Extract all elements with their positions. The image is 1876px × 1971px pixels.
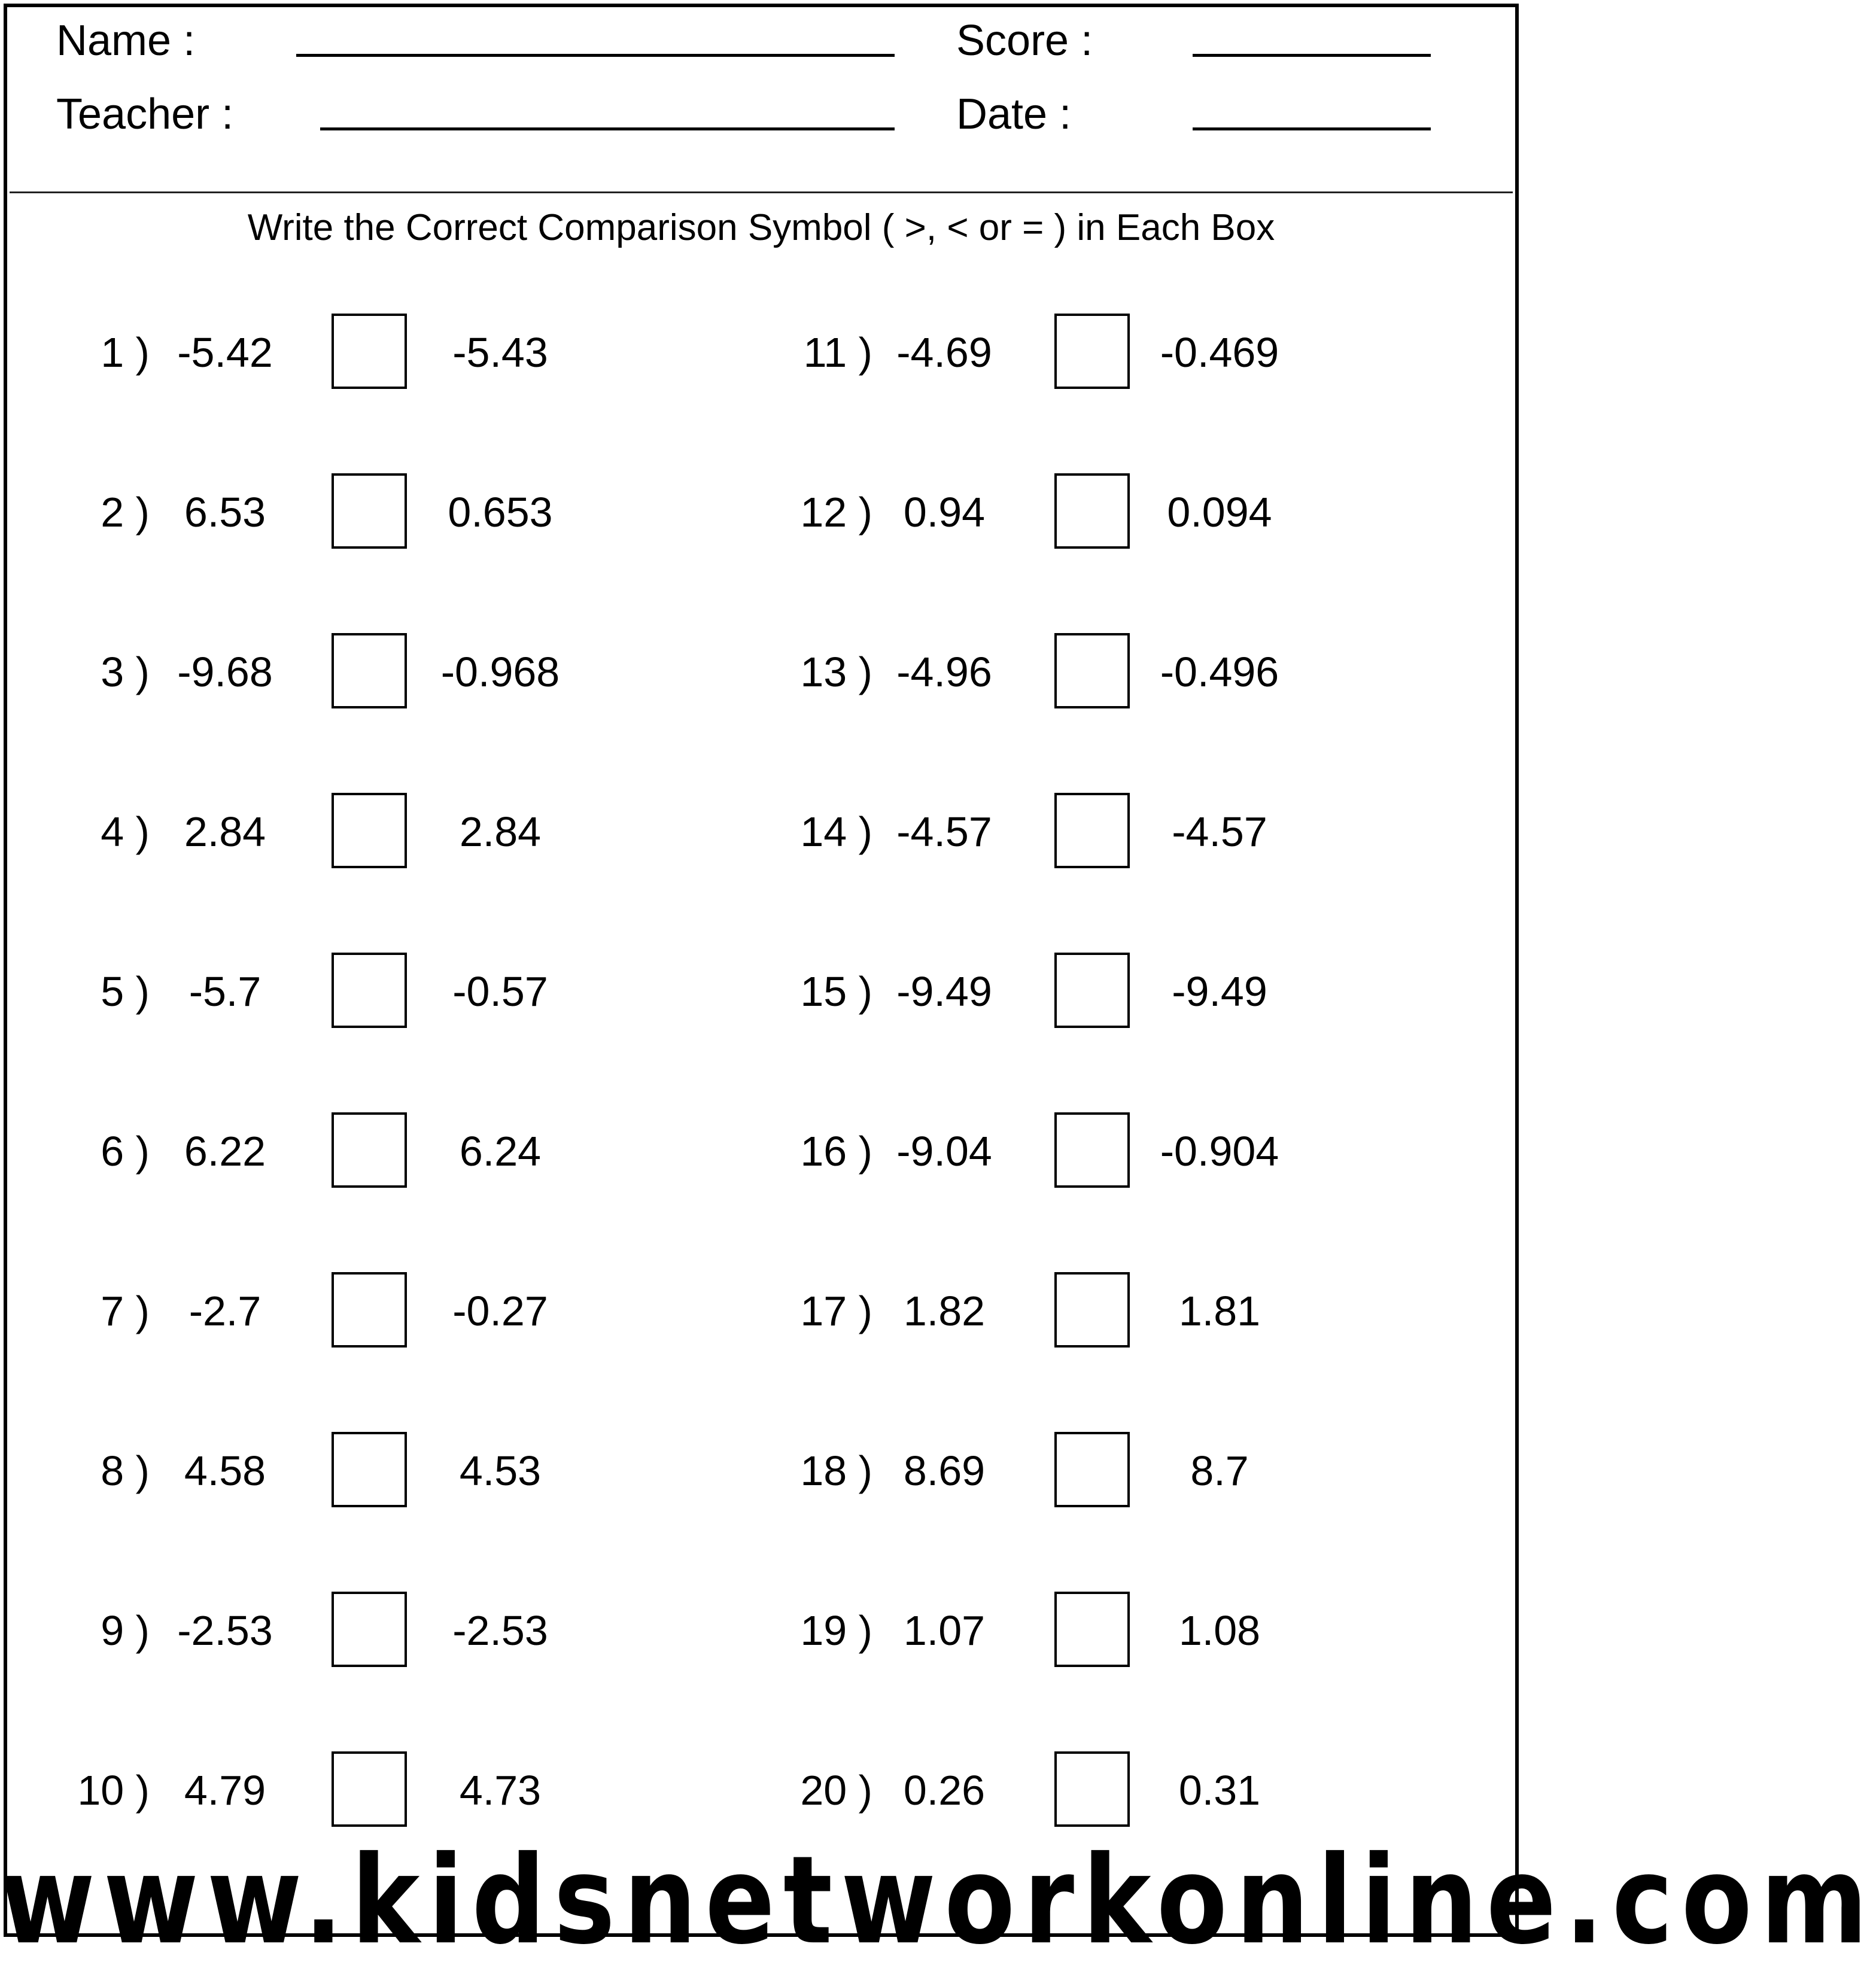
question-number: 7 ) bbox=[101, 1288, 150, 1334]
right-value: -0.57 bbox=[452, 968, 548, 1015]
answer-box[interactable] bbox=[1054, 1112, 1130, 1188]
left-value: 4.58 bbox=[184, 1447, 266, 1494]
answer-box[interactable] bbox=[1054, 953, 1130, 1028]
right-value: -0.904 bbox=[1160, 1128, 1279, 1175]
left-value: -2.53 bbox=[177, 1607, 273, 1654]
question-number: 1 ) bbox=[101, 329, 150, 376]
right-value: 1.08 bbox=[1178, 1607, 1261, 1654]
right-value: 8.7 bbox=[1190, 1447, 1249, 1494]
question-number: 17 ) bbox=[800, 1288, 872, 1334]
question-number: 9 ) bbox=[101, 1607, 150, 1654]
right-value: -0.496 bbox=[1160, 649, 1279, 695]
question-item bbox=[0, 314, 1522, 391]
instructions: Write the Correct Comparison Symbol ( >, < or = ) in Each Box bbox=[247, 207, 1275, 248]
left-value: -9.49 bbox=[896, 968, 992, 1015]
left-value: 0.94 bbox=[903, 489, 986, 536]
question-item bbox=[0, 953, 1522, 1030]
question-number: 18 ) bbox=[800, 1447, 872, 1494]
left-value: 1.82 bbox=[903, 1288, 986, 1334]
score-label: Score : bbox=[956, 17, 1093, 65]
left-value: -5.42 bbox=[177, 329, 273, 376]
question-item bbox=[0, 473, 1522, 551]
left-value: -4.57 bbox=[896, 808, 992, 855]
question-number: 10 ) bbox=[77, 1767, 150, 1814]
answer-box[interactable] bbox=[1054, 1751, 1130, 1827]
question-item bbox=[0, 1592, 1522, 1669]
left-value: 0.26 bbox=[903, 1767, 986, 1814]
right-value: -5.43 bbox=[452, 329, 548, 376]
right-value: 4.53 bbox=[459, 1447, 542, 1494]
answer-box[interactable] bbox=[1054, 473, 1130, 549]
question-number: 16 ) bbox=[800, 1128, 872, 1175]
score-field[interactable] bbox=[1193, 54, 1431, 57]
left-value: -4.96 bbox=[896, 649, 992, 695]
right-value: -0.27 bbox=[452, 1288, 548, 1334]
question-number: 12 ) bbox=[800, 489, 872, 536]
answer-box[interactable] bbox=[1054, 793, 1130, 868]
left-value: -9.04 bbox=[896, 1128, 992, 1175]
name-field[interactable] bbox=[296, 54, 895, 57]
right-value: -2.53 bbox=[452, 1607, 548, 1654]
right-value: -0.469 bbox=[1160, 329, 1279, 376]
date-label: Date : bbox=[956, 90, 1072, 138]
question-number: 13 ) bbox=[800, 649, 872, 695]
teacher-field[interactable] bbox=[320, 127, 895, 130]
right-value: 0.094 bbox=[1167, 489, 1272, 536]
question-item bbox=[0, 1432, 1522, 1510]
question-number: 20 ) bbox=[800, 1767, 872, 1814]
left-value: 1.07 bbox=[903, 1607, 986, 1654]
right-value: 4.73 bbox=[459, 1767, 542, 1814]
header-divider bbox=[10, 191, 1513, 193]
left-value: 4.79 bbox=[184, 1767, 266, 1814]
answer-box[interactable] bbox=[1054, 1272, 1130, 1348]
question-number: 19 ) bbox=[800, 1607, 872, 1654]
question-number: 14 ) bbox=[800, 808, 872, 855]
answer-box[interactable] bbox=[1054, 314, 1130, 389]
question-number: 15 ) bbox=[800, 968, 872, 1015]
question-number: 11 ) bbox=[803, 329, 872, 376]
website-footer: www.kidsnetworkonline.com bbox=[0, 1829, 1876, 1971]
question-number: 3 ) bbox=[101, 649, 150, 695]
right-value: 0.653 bbox=[448, 489, 553, 536]
right-value: -4.57 bbox=[1172, 808, 1267, 855]
right-value: 0.31 bbox=[1178, 1767, 1261, 1814]
date-field[interactable] bbox=[1193, 127, 1431, 130]
question-item bbox=[0, 633, 1522, 711]
question-item bbox=[0, 1112, 1522, 1190]
question-item bbox=[0, 1751, 1522, 1829]
left-value: 2.84 bbox=[184, 808, 266, 855]
left-value: 8.69 bbox=[903, 1447, 986, 1494]
left-value: -2.7 bbox=[188, 1288, 262, 1334]
teacher-label: Teacher : bbox=[56, 90, 234, 138]
left-value: -5.7 bbox=[188, 968, 262, 1015]
right-value: 2.84 bbox=[459, 808, 542, 855]
left-value: 6.53 bbox=[184, 489, 266, 536]
question-item bbox=[0, 1272, 1522, 1350]
question-number: 5 ) bbox=[101, 968, 150, 1015]
left-value: 6.22 bbox=[184, 1128, 266, 1175]
right-value: -0.968 bbox=[440, 649, 560, 695]
left-value: -4.69 bbox=[896, 329, 992, 376]
question-item bbox=[0, 793, 1522, 871]
answer-box[interactable] bbox=[1054, 1432, 1130, 1507]
left-value: -9.68 bbox=[177, 649, 273, 695]
answer-box[interactable] bbox=[1054, 633, 1130, 708]
question-number: 8 ) bbox=[101, 1447, 150, 1494]
question-number: 4 ) bbox=[101, 808, 150, 855]
answer-box[interactable] bbox=[1054, 1592, 1130, 1667]
right-value: 6.24 bbox=[459, 1128, 542, 1175]
name-label: Name : bbox=[56, 17, 196, 65]
question-number: 2 ) bbox=[101, 489, 150, 536]
question-number: 6 ) bbox=[101, 1128, 150, 1175]
right-value: 1.81 bbox=[1178, 1288, 1261, 1334]
right-value: -9.49 bbox=[1172, 968, 1267, 1015]
